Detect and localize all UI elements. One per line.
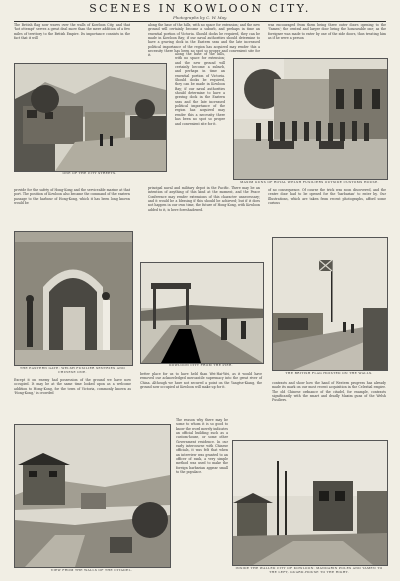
photo-eastern-gate xyxy=(14,231,133,366)
caption-citadel-walls: VIEW FROM THE WALLS OF THE CITADEL. xyxy=(50,568,133,572)
caption-city-street: ONE OF THE CITY STREETS. xyxy=(62,171,117,175)
caption-kowloon-pier: KOWLOON CITY FROM THE PIER. xyxy=(169,363,233,367)
article-text-col2-bottom: The reason why there may be some to whom it is so good to know the word merely indicates an official building such as a custom-house, or some other Government residence. In our early intercourse with Chinese officials, it was felt that when an interview was granted to an officer of rank, a very simple method was used to make the foreign barbarian appear small to the populace. xyxy=(176,418,228,475)
article-text-col3-lower: contrasts and show how the hand of Western progress has already made its mark on our most recent acquisition in the Celestial empire. The old Chinese ordnance of the citadel, for example, contrasts significantly with the smart and deadly Maxim guns of the Welsh Fusiliers. xyxy=(272,381,386,403)
photo-british-flag xyxy=(272,237,388,371)
article-text-col2-top: along the base of the hills, with no space for extension; and the new ground will certainly become a suburb, and perhaps in time an essential portion of Victoria. Should docks be required, they can be made in Kowloon Bay; if our naval authorities should determine to have a graving dock in the Eastern seas and the late increased political importance of the region has acquired may render this a necessity there has been no spot so proper and convenient site for it. xyxy=(148,23,260,58)
photo-maxim-guns xyxy=(233,58,388,180)
caption-walled-city: INSIDE THE WALLED CITY OF KOWLOON: MANDARIN POLES AND YAMEN TO THE LEFT, GUARD-HOUSE TO THE RIGHT. xyxy=(235,566,383,574)
photo-citadel-walls xyxy=(14,424,171,568)
photo-kowloon-pier xyxy=(140,262,264,364)
article-text-col3-mid: of no consequence. Of course the trick was soon discovered, and the centre door had to be opened for the 'barbarian' to enter by. Our Illustrations, which are taken from recent photographs, afford some curious xyxy=(268,188,386,206)
header-rule xyxy=(14,21,386,22)
article-text-col1-mid: provide for the safety of Hong-Kong and the serviceable marine at that port. The position of Kowloon also became the command of the eastern passage to the harbour of Hong-Kong, which it has been long known would be xyxy=(14,188,130,206)
page-title: SCENES IN KOWLOON CITY. xyxy=(89,2,311,15)
article-text-col2-lower: better place for us to have held than Wei-Hai-Wei, as it would have removed our acknowledged mercantile supremacy into the great river of China. Although we have not secured a point on the Yangtse-Kiang, the ground now occupied at Kowloon will make up for it. xyxy=(140,372,262,390)
article-text-col2-narrow: along the base of the hills, with no space for extension; and the new ground will certainly become a suburb, and perhaps in time an essential portion of Victoria. Should docks be required, they can be made in Kowloon Bay; if our naval authorities should determine to have a graving dock in the Eastern seas and the late increased political importance of the region has acquired may render this a necessity there has been no spot so proper and convenient site for it. xyxy=(175,52,225,126)
photo-city-street xyxy=(14,63,167,172)
article-text-col3-top: was encouraged from them being three outer doors opening to the 'Yamen'; the central and larger door being the honourable one; as the foreigner was made to enter by one of the side doors, thus treating him as if he were a person xyxy=(268,23,386,41)
photo-walled-city xyxy=(232,440,388,566)
caption-british-flag: THE BRITISH FLAG HOISTED ON THE WALLS. xyxy=(285,371,373,375)
article-text-col1-top: The British flag now waves over the walls of Kowloon City, and that 'hot ottempt' serves a great deal more than the mere addition of a few miles of territory to the British Empire. Its importance consists in the fact that it will xyxy=(14,23,130,41)
caption-maxim-guns: MAXIM GUNS OF ROYAL WELSH FUSILIERS OUTSIDE CUSTOMS HOUSE. xyxy=(240,180,379,184)
caption-eastern-gate: THE EASTERN GATE: WELSH FUSILIER SENTRIES AND CHINESE ONE. xyxy=(19,366,126,374)
photo-credit: Photographs by C. W. May. xyxy=(173,15,227,20)
article-text-col2-mid: principal naval and military depot in the Pacific. There may be an intention of anything of this kind at the moment, and the Peace Conference may render extensions of this character unnecessary; and it would be a blessing if this should be achieved; but if it does not happen in our own time, the future of Hong-Kong, with Kowloon added to it, is here foreshadowed. xyxy=(148,186,260,212)
article-text-col1-lower: Except it on enemy had possession of the ground we have now occupied. It may be at the same time looked upon as a welcome addition to Hong-Kong, for the town of Victoria, commonly known as 'Hong-Kong,' is crowded xyxy=(14,378,131,396)
